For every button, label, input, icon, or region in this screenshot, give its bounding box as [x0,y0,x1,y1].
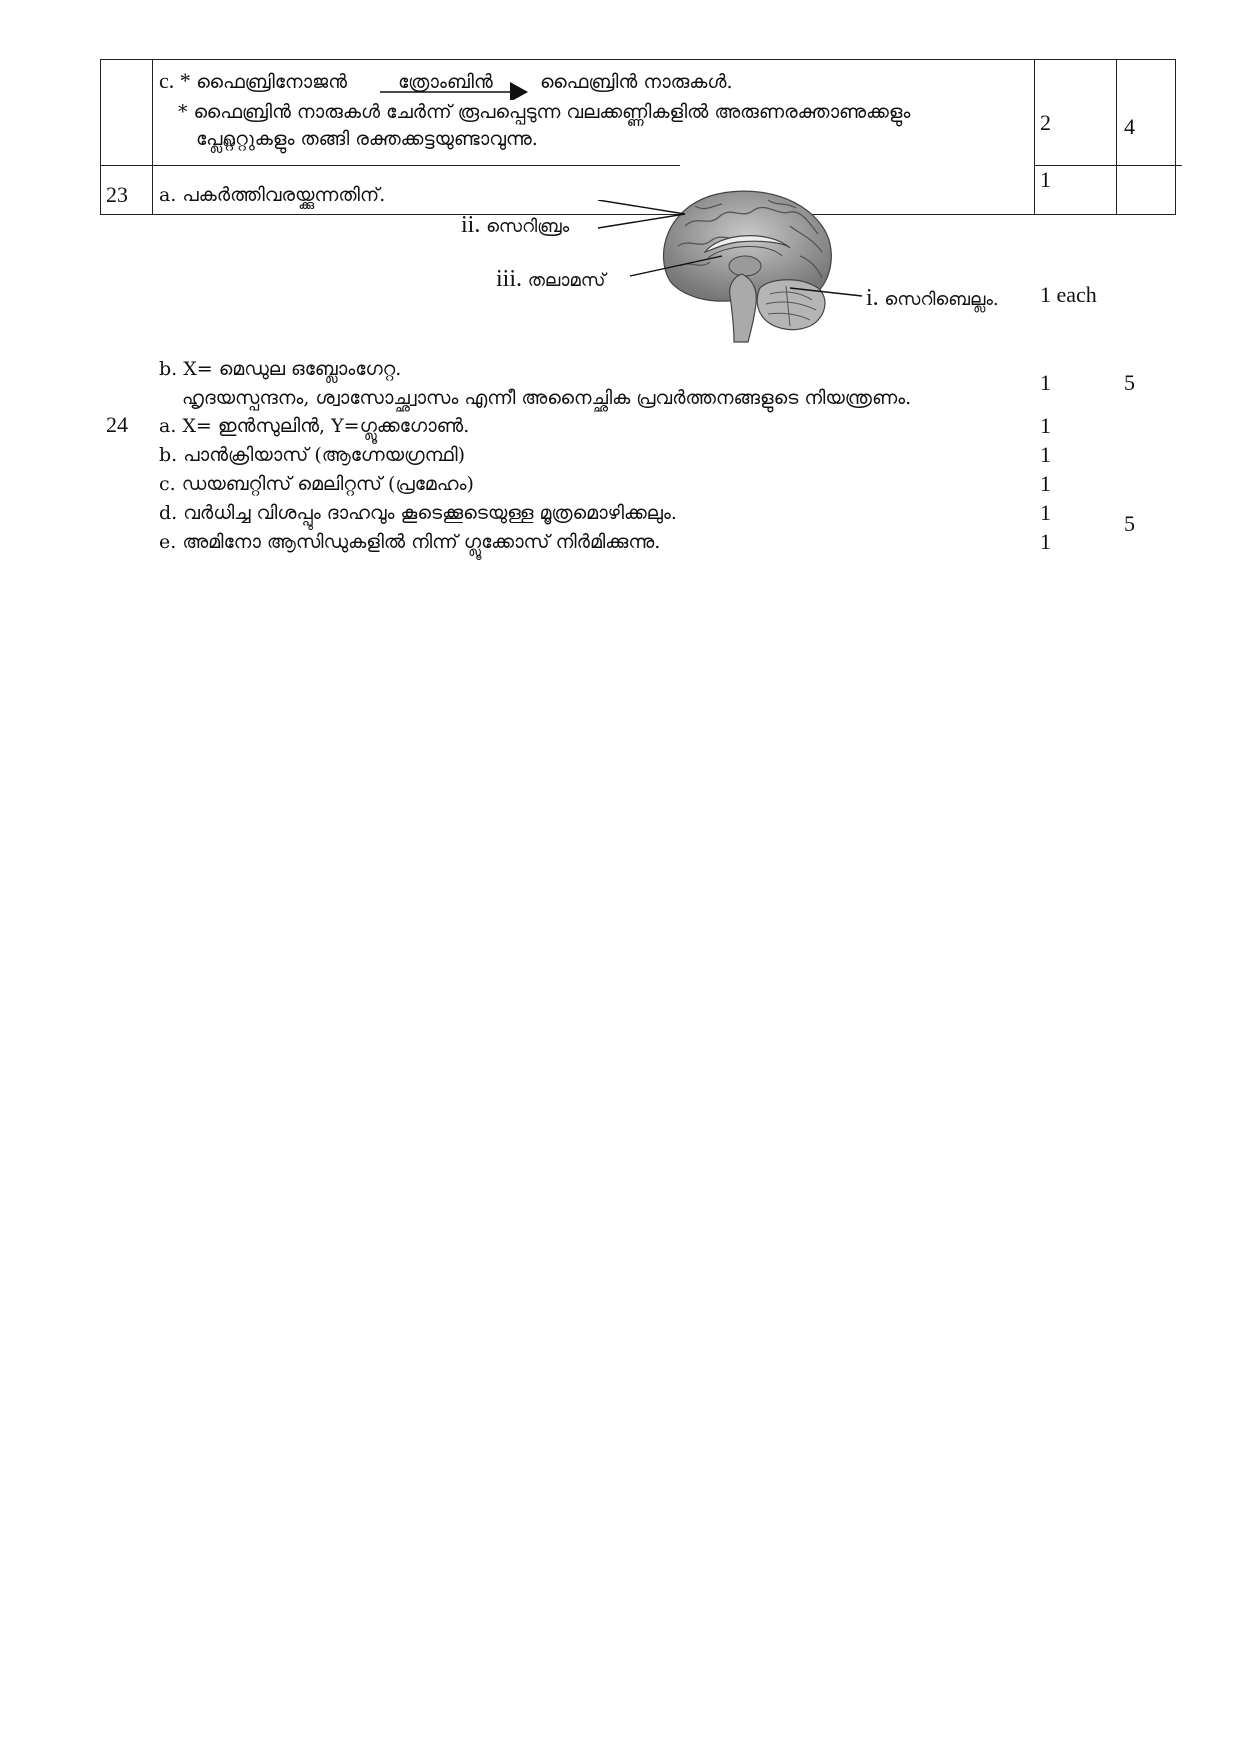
q23-score-a: 1 [1040,167,1051,192]
label-cerebellum [866,285,999,312]
q23-b-line1: b. X= മെഡുല ഒബ്ലോംഗേറ്റ. [159,358,402,380]
col-qno-border [152,59,153,215]
thrombin-label: ത്രോംബിൻ [398,71,493,93]
row-c-total: 4 [1124,114,1135,139]
q24-score-a: 1 [1040,413,1051,438]
reaction-arrow-icon [378,78,530,100]
q23-total: 5 [1124,370,1135,395]
label-thalamus [496,266,605,293]
q24-line-b: b. പാൻക്രിയാസ് (ആഗ്നേയഗ്രന്ഥി) [159,444,466,466]
table-top-border [100,59,1176,60]
row-divider [100,165,680,166]
label-i-number: i. [866,285,879,311]
q24-total: 5 [1124,511,1135,536]
q24-score-d: 1 [1040,500,1051,525]
q24-score-c: 1 [1040,471,1051,496]
label-leader-lines [590,200,890,310]
col-left-border [100,59,101,215]
col-score-border [1034,59,1035,215]
q23-b-line2: ഹൃദയസ്പന്ദനം, ശ്വാസോച്ഛ്വാസം എന്നീ അനൈച്ഛിക പ്രവർത്തനങ്ങളുടെ നിയന്ത്രണം. [182,387,912,409]
label-iii-number: iii. [496,266,523,292]
q24-line-a: a. X= ഇൻസുലിൻ, Y=ഗ്ലൂക്കഗോൺ. [159,415,470,437]
label-ii-text: സെറിബ്രം [486,216,570,237]
fibrin-threads-term: ഫൈബ്രിൻ നാരുകൾ. [540,71,733,93]
q23-score-b: 1 [1040,370,1051,395]
q23-a-content: a. പകർത്തിവരയ്ക്കുന്നതിന്. [159,184,386,206]
q24-score-b: 1 [1040,442,1051,467]
q23-number: 23 [106,182,128,207]
label-iii-text: തലാമസ് [527,270,606,291]
col-total-border [1116,59,1117,215]
fibrinogen-term: ഫൈബ്രിനോജൻ [196,71,347,93]
col-right-border [1175,59,1176,215]
row-divider-right [1034,165,1182,166]
q24-line-e: e. അമിനോ ആസിഡുകളിൽ നിന്ന് ഗ്ലൂക്കോസ് നിർമിക്കുന്നു. [159,531,661,553]
row-c-line3: പ്ലേറ്റ്ലറ്റുകളും തങ്ങി രക്തക്കട്ടയുണ്ടാവുന്നു. [196,128,538,150]
row-c-prefix: c. * [159,68,197,93]
q23-score-labels: 1 each [1040,282,1097,307]
row-c-line2: * ഫൈബ്രിൻ നാരുകൾ ചേർന്ന് രൂപപ്പെടുന്ന വലക്കണ്ണികളിൽ അരുണരക്താണുക്കളും [178,101,911,123]
q23-a-text [159,183,385,207]
label-i-text: സെറിബെല്ലം. [884,289,999,310]
row-c-line1 [159,69,347,94]
q24-number: 24 [106,412,128,437]
q24-line-c: c. ഡയബറ്റിസ് മെലിറ്റസ് (പ്രമേഹം) [159,473,474,495]
q24-line-d: d. വർധിച്ച വിശപ്പും ദാഹവും കൂടെക്കൂടെയുള്ള മൂത്രമൊഴിക്കലും. [159,502,677,524]
label-cerebrum [461,212,569,239]
row-c-score: 2 [1040,110,1051,135]
q24-score-e: 1 [1040,529,1051,554]
label-ii-number: ii. [461,212,481,238]
